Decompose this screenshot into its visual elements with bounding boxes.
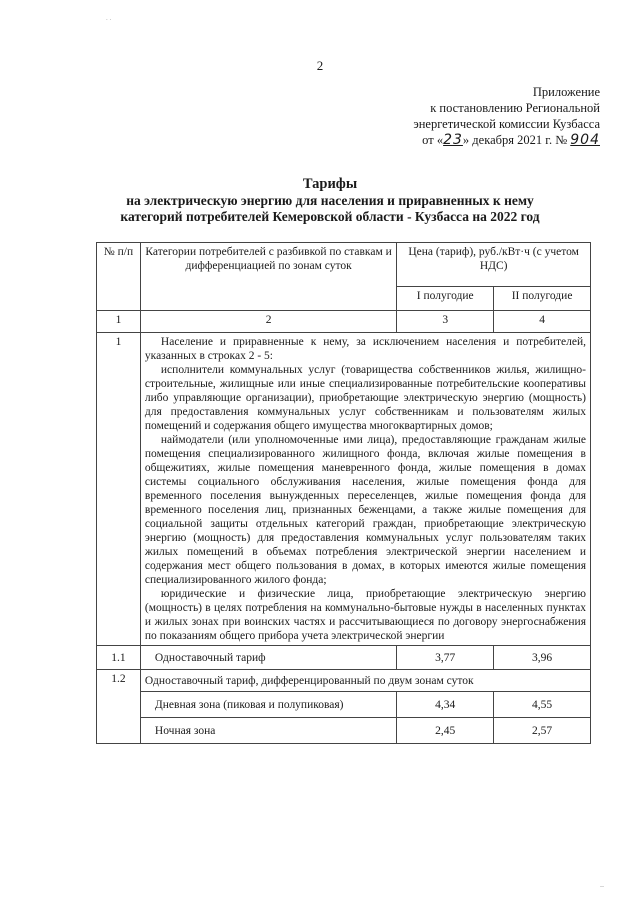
- row-1-1-half-1: 3,77: [397, 646, 494, 670]
- colnum-3: 3: [397, 311, 494, 333]
- handwritten-number: 904: [570, 132, 600, 148]
- colnum-4: 4: [494, 311, 591, 333]
- document-title: [60, 176, 600, 225]
- row-night-label: Ночная зона: [140, 718, 396, 744]
- colnum-1: 1: [97, 311, 141, 333]
- scan-speck: . .: [106, 14, 112, 22]
- row-1-1-half-2: 3,96: [494, 646, 591, 670]
- appendix-line-2: к постановлению Региональной: [430, 101, 600, 115]
- appendix-line-1: Приложение: [532, 85, 600, 99]
- row-1-2-num: 1.2: [97, 670, 141, 744]
- title-line-1: Тарифы: [302, 176, 358, 192]
- table-row-1-1: [97, 646, 591, 670]
- column-numbers-row: [97, 311, 591, 333]
- date-prefix: от «: [422, 133, 444, 147]
- table-row-1-2-day: [97, 692, 591, 718]
- row-1-paragraph-3: юридические и физические лица, приобретающие электрическую энергию (мощность) в целях потребления на коммунально-бытовые нужды в населенных пунктах и жилых зонах при воинских частях и рассчитывающиеся по договору энергоснабжения по показаниям общего прибора учета электрической энергии: [144, 588, 586, 642]
- header-price: Цена (тариф), руб./кВт·ч (с учетом НДС): [397, 243, 591, 287]
- row-day-label: Дневная зона (пиковая и полупиковая): [140, 692, 396, 718]
- handwritten-day: 23: [443, 132, 463, 148]
- scan-corner-mark: ..: [600, 880, 604, 889]
- header-category: Категории потребителей с разбивкой по ставкам и дифференциацией по зонам суток: [140, 243, 396, 311]
- row-night-half-2: 2,57: [494, 718, 591, 744]
- row-1-intro: Население и приравненные к нему, за исключением населения и потребителей, указанных в строках 2 - 5:: [144, 336, 586, 362]
- header-num: № п/п: [97, 243, 141, 311]
- row-1-2-label: Одноставочный тариф, дифференцированный по двум зонам суток: [140, 670, 590, 692]
- header-half-2: II полугодие: [494, 287, 591, 311]
- table-row-1: [97, 333, 591, 646]
- appendix-block: [330, 84, 600, 148]
- date-mid: » декабря 2021 г. №: [462, 133, 568, 147]
- tariff-table: [96, 242, 591, 744]
- colnum-2: 2: [140, 311, 396, 333]
- appendix-line-3: энергетической комиссии Кузбасса: [413, 117, 600, 131]
- appendix-date-line: [330, 132, 600, 148]
- row-1-paragraph-1: исполнители коммунальных услуг (товарищества собственников жилья, жилищно-строительные, жилищные или иные специализированные потребительские кооперативы либо управляющие организации), приобретающие электрическую энергию (мощность) для предоставления коммунальных услуг собственникам и пользователям жилых помещений и содержания общего имущества многоквартирных домов;: [144, 364, 586, 432]
- row-1-1-label: Одноставочный тариф: [140, 646, 396, 670]
- title-line-2: на электрическую энергию для населения и приравненных к нему: [126, 193, 534, 208]
- row-day-half-2: 4,55: [494, 692, 591, 718]
- row-1-paragraph-2: наймодатели (или уполномоченные ими лица), предоставляющие гражданам жилые помещения специализированного жилищного фонда, включая жилые помещения в общежитиях, жилые помещения маневренного фонда, жилые помещения в домах системы социального обслуживания населения, жилые помещения фонда для временного поселения вынужденных переселенцев, жилые помещения фонда для временного поселения лиц, признанных беженцами, а также жилые помещения для социальной защиты отдельных категорий граждан, приобретающие электрическую энергию (мощность) для предоставления коммунальных услуг пользователям таких жилых помещений в объемах потребления электрической энергии населением и содержания мест общего пользования в домах, в которых имеются жилые помещения специализированного жилого фонда;: [144, 434, 586, 586]
- header-row: [97, 243, 591, 287]
- title-line-3: категорий потребителей Кемеровской области - Кузбасса на 2022 год: [120, 209, 540, 224]
- table-row-1-2: [97, 670, 591, 692]
- row-1-1-num: 1.1: [97, 646, 141, 670]
- row-1-text: [140, 333, 590, 646]
- header-half-1: I полугодие: [397, 287, 494, 311]
- page-number: 2: [316, 58, 324, 73]
- table-row-1-2-night: [97, 718, 591, 744]
- row-night-half-1: 2,45: [397, 718, 494, 744]
- row-1-num: 1: [97, 333, 141, 646]
- row-day-half-1: 4,34: [397, 692, 494, 718]
